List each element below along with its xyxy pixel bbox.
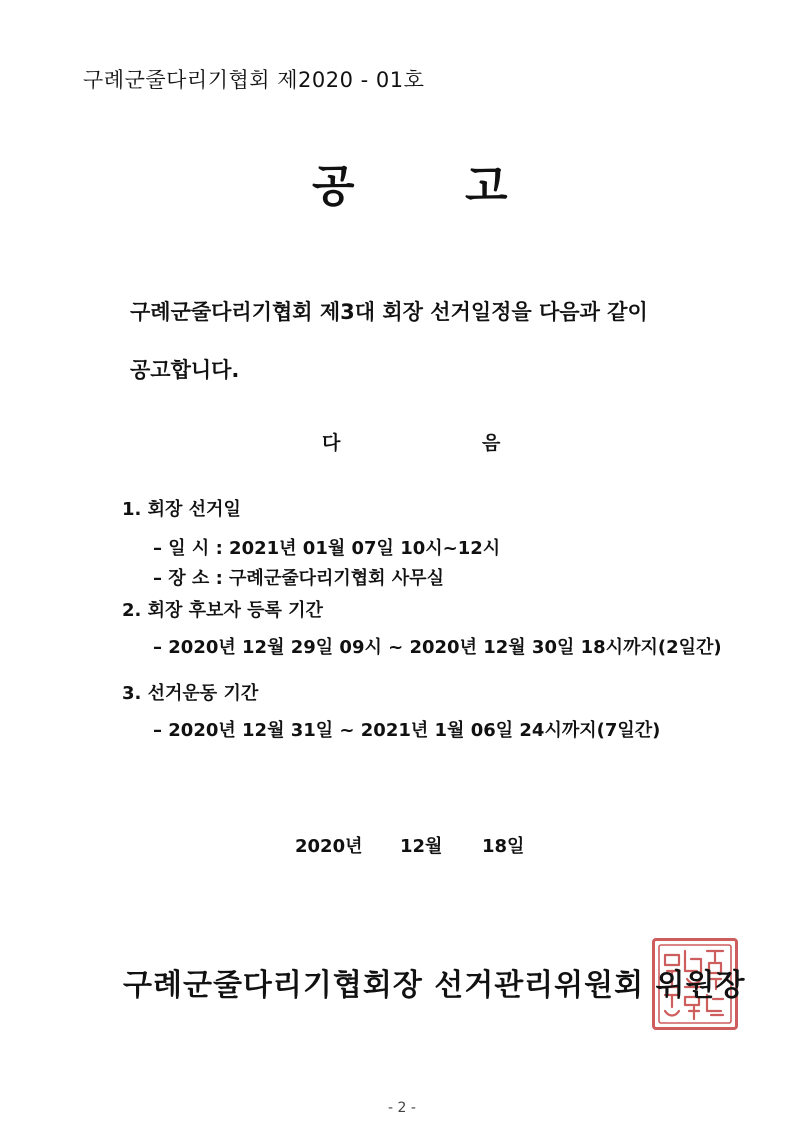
title-char-2: 고	[465, 161, 508, 212]
section-2-heading: 2. 회장 후보자 등록 기간	[122, 600, 323, 621]
section-1-item-place: – 장 소 : 구례군줄다리기협회 사무실	[153, 568, 444, 589]
eum-label: 음	[482, 432, 501, 454]
date-month: 12월	[400, 836, 443, 857]
section-2-item-period: – 2020년 12월 29일 09시 ~ 2020년 12월 30일 18시까지(2일간)	[153, 637, 722, 658]
title-char-1: 공	[312, 161, 355, 212]
document-number: 구례군줄다리기협회 제2020 - 01호	[83, 68, 425, 92]
section-3-item-period: – 2020년 12월 31일 ~ 2021년 1월 06일 24시까지(7일간)	[153, 720, 661, 741]
body-line-2: 공고합니다.	[130, 358, 240, 382]
section-1-item-datetime: – 일 시 : 2021년 01월 07일 10시~12시	[153, 538, 501, 559]
da-label: 다	[322, 432, 341, 454]
signature-line: 구례군줄다리기협회장 선거관리위원회 위원장	[123, 968, 746, 1003]
section-1-heading: 1. 회장 선거일	[122, 499, 241, 520]
date-day: 18일	[482, 836, 525, 857]
page-number: - 2 -	[388, 1100, 416, 1116]
section-3-heading: 3. 선거운동 기간	[122, 683, 259, 704]
body-line-1: 구례군줄다리기협회 제3대 회장 선거일정을 다음과 같이	[130, 300, 648, 324]
date-year: 2020년	[295, 836, 363, 857]
